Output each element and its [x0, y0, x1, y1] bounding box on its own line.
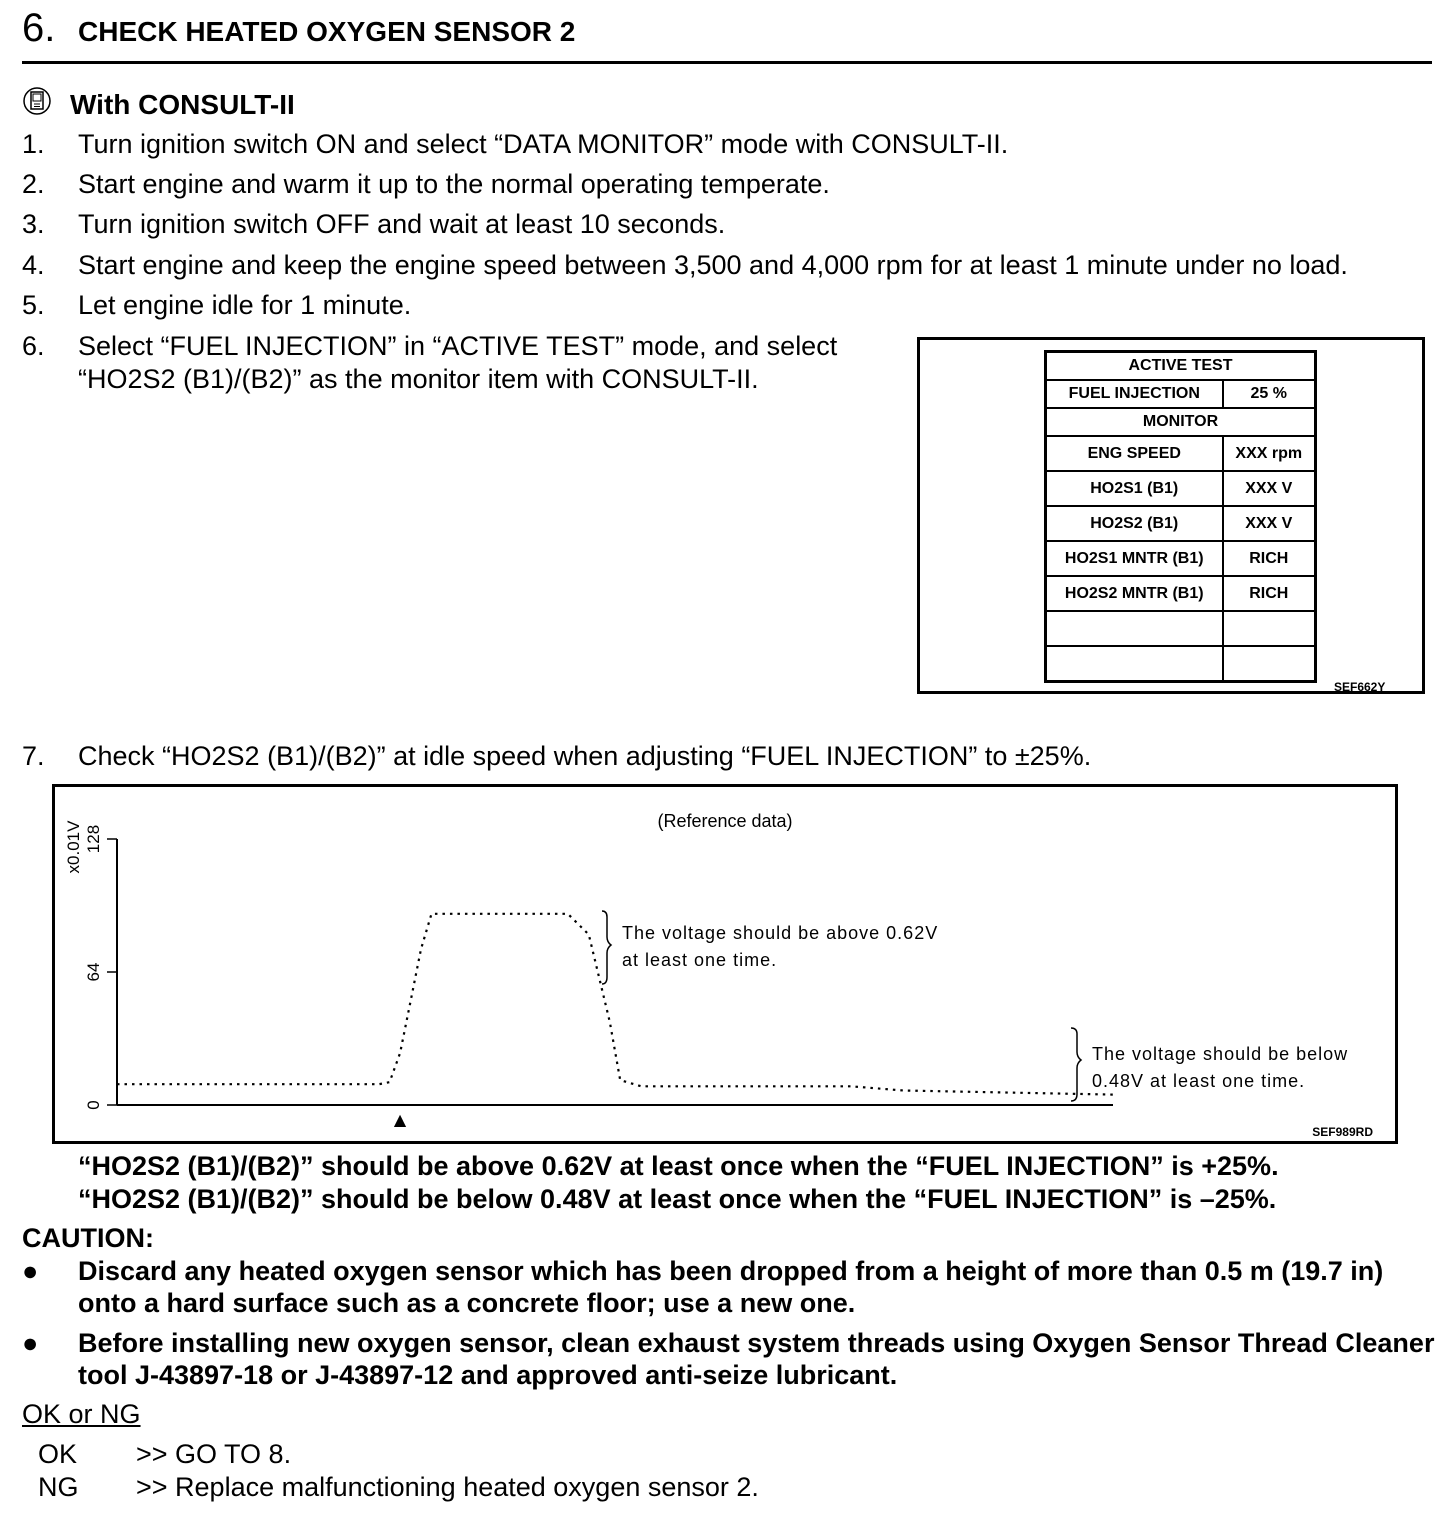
step-text: Start engine and keep the engine speed between 3,500 and 4,000 rpm for at least 1 minute under no load.: [78, 250, 1348, 280]
table-row: [1046, 576, 1316, 611]
step-index: 6.: [22, 331, 45, 361]
monitor-item: HO2S2 (B1): [1046, 506, 1223, 541]
y-tick-label: 64: [84, 962, 103, 982]
step-index: 4.: [22, 250, 45, 280]
consult-tool-icon: [22, 86, 52, 116]
marker-triangle: ▲: [393, 1110, 407, 1129]
monitor-item: HO2S2 MNTR (B1): [1046, 576, 1223, 611]
result-line: “HO2S2 (B1)/(B2)” should be below 0.48V at least once when the “FUEL INJECTION” is –25%.: [78, 1184, 1277, 1214]
bullet-icon: ●: [22, 1256, 39, 1286]
step-index: 3.: [22, 209, 45, 239]
step-text: Turn ignition switch ON and select “DATA MONITOR” mode with CONSULT-II.: [78, 129, 1009, 159]
monitor-item: HO2S1 (B1): [1046, 471, 1223, 506]
brace-below: [1071, 1028, 1081, 1101]
monitor-item: HO2S1 MNTR (B1): [1046, 541, 1223, 576]
monitor-value: XXX V: [1223, 471, 1316, 506]
ng-action: >> Replace malfunctioning heated oxygen sensor 2.: [136, 1472, 759, 1502]
monitor-value: XXX rpm: [1223, 436, 1316, 471]
consult-heading: With CONSULT-II: [70, 89, 295, 120]
step-index: 2.: [22, 169, 45, 199]
monitor-value: [1223, 611, 1316, 646]
figure-code: SEF989RD: [1312, 1125, 1373, 1139]
active-test-table: [1044, 350, 1317, 683]
table-row: [1046, 646, 1316, 682]
caution-text: Before installing new oxygen sensor, clean exhaust system threads using Oxygen Sensor Thread Cleaner tool J-43897-18 or J-43897-12 and approved anti-seize lubricant.: [78, 1328, 1435, 1390]
step-number: 6.: [22, 6, 56, 50]
brace-above: [602, 911, 611, 984]
monitor-value: RICH: [1223, 541, 1316, 576]
monitor-item: [1046, 646, 1223, 682]
table-row: [1046, 471, 1316, 506]
active-test-figure: [917, 337, 1425, 694]
title-divider: [22, 61, 1432, 64]
ok-action: >> GO TO 8.: [136, 1439, 292, 1469]
table-row: [1046, 541, 1316, 576]
caution-heading: CAUTION:: [22, 1223, 154, 1253]
monitor-item: [1046, 611, 1223, 646]
monitor-item: ENG SPEED: [1046, 436, 1223, 471]
caution-text: Discard any heated oxygen sensor which has been dropped from a height of more than 0.5 m (19.7 in) onto a hard surface such as a concrete floor; use a new one.: [78, 1256, 1384, 1318]
monitor-label: MONITOR: [1046, 408, 1316, 436]
step-text: Let engine idle for 1 minute.: [78, 290, 412, 320]
y-tick-label: 0: [84, 1100, 103, 1110]
table-row: [1046, 436, 1316, 471]
ok-label: OK: [38, 1439, 78, 1469]
step-text: Check “HO2S2 (B1)/(B2)” at idle speed when adjusting “FUEL INJECTION” to ±25%.: [78, 741, 1092, 771]
step-text: Turn ignition switch OFF and wait at least 10 seconds.: [78, 209, 726, 239]
monitor-value: RICH: [1223, 576, 1316, 611]
reference-chart: [55, 787, 1395, 1141]
fuel-injection-label: FUEL INJECTION: [1046, 380, 1223, 408]
step-index: 5.: [22, 290, 45, 320]
monitor-value: [1223, 646, 1316, 682]
annotation-below: [1092, 1041, 1395, 1101]
ng-label: NG: [38, 1472, 79, 1502]
active-test-title: ACTIVE TEST: [1046, 352, 1316, 381]
annotation-above: [622, 920, 942, 980]
page-title: CHECK HEATED OXYGEN SENSOR 2: [78, 16, 576, 47]
annotation-text: The voltage should be below 0.48V at least one time.: [1092, 1044, 1349, 1091]
reference-chart-figure: [52, 784, 1398, 1144]
step-index: 7.: [22, 741, 45, 771]
step-index: 1.: [22, 129, 45, 159]
ok-or-ng-heading: OK or NG: [22, 1399, 141, 1429]
fuel-injection-value: 25 %: [1223, 380, 1316, 408]
step-text: Select “FUEL INJECTION” in “ACTIVE TEST” mode, and select “HO2S2 (B1)/(B2)” as the monitor item with CONSULT-II.: [78, 331, 838, 394]
y-axis-label: x0.01V: [64, 820, 83, 874]
chart-title: (Reference data): [657, 811, 793, 831]
figure-code: SEF662Y: [1334, 680, 1386, 694]
bullet-icon: ●: [22, 1328, 39, 1358]
y-tick-label: 128: [84, 824, 103, 854]
table-row: [1046, 506, 1316, 541]
series-line: [117, 914, 1113, 1095]
monitor-value: XXX V: [1223, 506, 1316, 541]
step-text: Start engine and warm it up to the normal operating temperate.: [78, 169, 830, 199]
result-line: “HO2S2 (B1)/(B2)” should be above 0.62V at least once when the “FUEL INJECTION” is +25%.: [78, 1151, 1279, 1181]
annotation-text: The voltage should be above 0.62V at least one time.: [622, 923, 939, 970]
table-row: [1046, 611, 1316, 646]
